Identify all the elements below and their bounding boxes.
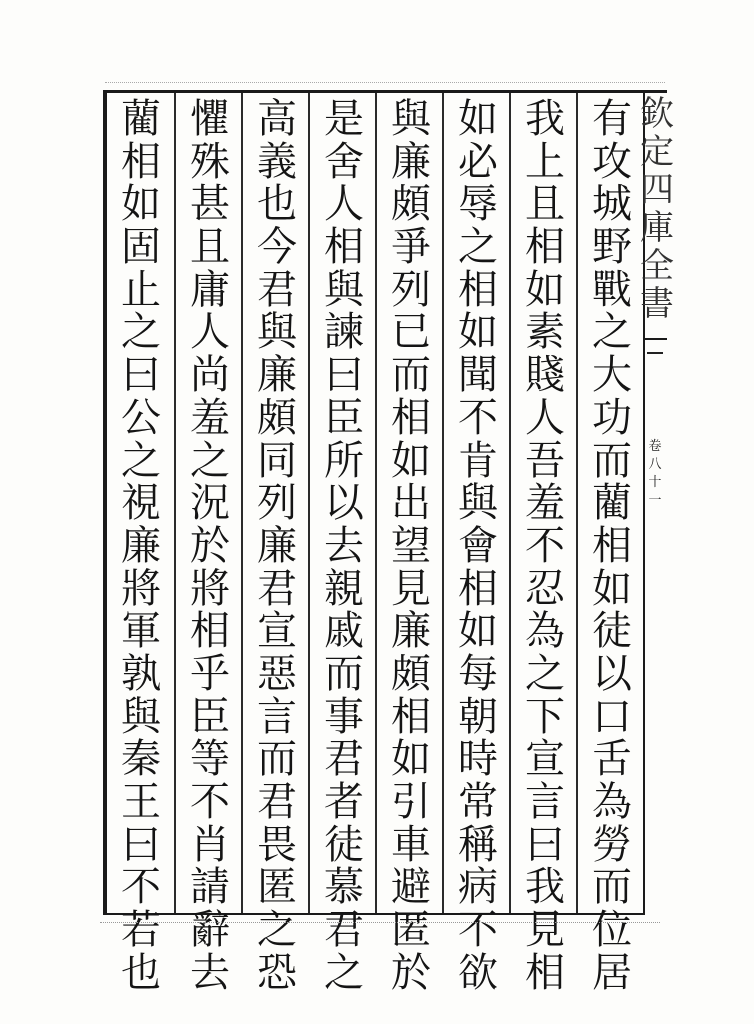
column-character: 舍 — [324, 138, 364, 185]
margin-title — [640, 94, 674, 325]
column-character: 言 — [257, 693, 297, 740]
column-character: 功 — [592, 394, 632, 441]
column-character: 下 — [525, 693, 565, 740]
column-character: 如 — [525, 266, 565, 313]
column-character: 相 — [525, 949, 565, 996]
column-character: 戚 — [324, 608, 364, 655]
column-character: 相 — [391, 693, 431, 740]
column-rule — [241, 93, 243, 913]
column-character: 曰 — [324, 352, 364, 399]
column-character: 之 — [121, 309, 161, 356]
column-character: 聞 — [458, 352, 498, 399]
column-character: 君 — [257, 565, 297, 612]
column-character: 頗 — [257, 394, 297, 441]
column-character: 公 — [121, 394, 161, 441]
juan-label-character: 卷 — [648, 439, 662, 454]
column-character: 將 — [121, 565, 161, 612]
column-character: 忍 — [525, 565, 565, 612]
column-character: 舌 — [592, 736, 632, 783]
text-column-6 — [246, 96, 308, 996]
column-character: 見 — [391, 565, 431, 612]
column-character: 避 — [391, 864, 431, 911]
column-character: 匿 — [391, 907, 431, 954]
column-character: 畏 — [257, 821, 297, 868]
column-character: 望 — [391, 522, 431, 569]
column-character: 以 — [592, 650, 632, 697]
column-character: 所 — [324, 437, 364, 484]
column-character: 之 — [525, 650, 565, 697]
column-character: 每 — [458, 650, 498, 697]
column-character: 時 — [458, 736, 498, 783]
column-character: 不 — [190, 779, 230, 825]
column-rule — [442, 93, 444, 913]
column-character: 如 — [121, 181, 161, 228]
margin-title-character: 全 — [640, 246, 674, 286]
column-character: 於 — [391, 949, 431, 996]
column-character: 而 — [592, 864, 632, 911]
column-character: 曰 — [121, 821, 161, 868]
scan-edge-bottom — [100, 922, 660, 923]
column-character: 高 — [257, 96, 297, 142]
margin-title-character: 書 — [640, 284, 674, 324]
column-character: 也 — [121, 949, 161, 996]
column-character: 之 — [190, 437, 230, 484]
column-character: 口 — [592, 693, 632, 740]
column-character: 而 — [391, 352, 431, 399]
column-character: 如 — [458, 608, 498, 655]
column-character: 居 — [592, 949, 632, 996]
column-rule — [375, 93, 377, 913]
text-column-2 — [514, 96, 576, 996]
column-character: 慕 — [324, 864, 364, 911]
column-character: 相 — [121, 138, 161, 185]
column-character: 病 — [458, 864, 498, 911]
column-character: 言 — [525, 779, 565, 825]
column-character: 辱 — [458, 181, 498, 228]
column-character: 惡 — [257, 650, 297, 697]
column-character: 列 — [257, 480, 297, 527]
column-character: 況 — [190, 480, 230, 527]
column-character: 之 — [257, 907, 297, 954]
column-character: 王 — [121, 779, 161, 825]
margin-title-box — [640, 90, 674, 340]
column-character: 為 — [525, 608, 565, 655]
column-character: 我 — [525, 864, 565, 911]
column-character: 甚 — [190, 181, 230, 228]
column-character: 也 — [257, 181, 297, 228]
column-character: 常 — [458, 779, 498, 825]
column-character: 徒 — [592, 608, 632, 655]
column-character: 藺 — [592, 480, 632, 527]
column-character: 如 — [391, 437, 431, 484]
column-character: 是 — [324, 96, 364, 142]
column-character: 已 — [391, 309, 431, 356]
column-character: 羞 — [525, 480, 565, 527]
column-character: 之 — [121, 437, 161, 484]
column-character: 之 — [458, 224, 498, 271]
column-character: 如 — [592, 565, 632, 612]
column-character: 引 — [391, 779, 431, 825]
column-character: 稱 — [458, 821, 498, 868]
text-column-1 — [581, 96, 643, 996]
juan-label-character: 一 — [648, 493, 662, 508]
column-character: 列 — [391, 266, 431, 313]
column-character: 止 — [121, 266, 161, 313]
column-character: 者 — [324, 779, 364, 825]
column-character: 臣 — [324, 394, 364, 441]
column-character: 之 — [324, 949, 364, 996]
column-character: 如 — [391, 736, 431, 783]
column-character: 吾 — [525, 437, 565, 484]
column-character: 爭 — [391, 224, 431, 271]
margin-title-character: 欽 — [640, 94, 674, 134]
text-column-3 — [447, 96, 509, 996]
column-character: 尚 — [190, 352, 230, 399]
column-character: 頗 — [391, 650, 431, 697]
column-character: 廉 — [391, 608, 431, 655]
column-character: 不 — [458, 394, 498, 441]
column-character: 辭 — [190, 907, 230, 954]
column-character: 相 — [525, 224, 565, 271]
column-character: 君 — [324, 736, 364, 783]
column-character: 今 — [257, 224, 297, 271]
juan-label-character: 八 — [648, 457, 662, 472]
scan-edge-top — [105, 82, 665, 83]
column-character: 相 — [324, 224, 364, 271]
column-character: 廉 — [391, 138, 431, 185]
column-character: 出 — [391, 480, 431, 527]
column-character: 相 — [458, 266, 498, 313]
text-column-7 — [179, 96, 241, 996]
column-character: 宣 — [257, 608, 297, 655]
column-character: 庸 — [190, 266, 230, 313]
column-character: 以 — [324, 480, 364, 527]
column-character: 匿 — [257, 864, 297, 911]
column-character: 與 — [458, 480, 498, 527]
juan-label-character: 十 — [648, 475, 662, 490]
column-character: 不 — [525, 522, 565, 569]
fish-tail-mark — [647, 352, 663, 368]
column-character: 諫 — [324, 309, 364, 356]
column-character: 秦 — [121, 736, 161, 783]
column-character: 臣 — [190, 693, 230, 740]
column-character: 不 — [121, 864, 161, 911]
column-character: 而 — [592, 437, 632, 484]
column-character: 戰 — [592, 266, 632, 313]
column-character: 必 — [458, 138, 498, 185]
column-character: 與 — [121, 693, 161, 740]
column-character: 曰 — [525, 821, 565, 868]
column-character: 請 — [190, 864, 230, 911]
column-character: 且 — [525, 181, 565, 228]
column-character: 廉 — [257, 352, 297, 399]
column-character: 藺 — [121, 96, 161, 142]
column-character: 攻 — [592, 138, 632, 185]
column-character: 恐 — [257, 949, 297, 996]
text-column-5 — [313, 96, 375, 996]
column-character: 廉 — [257, 522, 297, 569]
column-character: 勞 — [592, 821, 632, 868]
column-character: 君 — [324, 907, 364, 954]
text-column-4 — [380, 96, 442, 996]
column-character: 賤 — [525, 352, 565, 399]
column-character: 如 — [458, 96, 498, 142]
column-character: 相 — [592, 522, 632, 569]
column-character: 人 — [324, 181, 364, 228]
column-character: 將 — [190, 565, 230, 612]
column-character: 頗 — [391, 181, 431, 228]
column-character: 等 — [190, 736, 230, 783]
column-character: 於 — [190, 522, 230, 569]
column-character: 素 — [525, 309, 565, 356]
column-character: 肯 — [458, 437, 498, 484]
column-character: 羞 — [190, 394, 230, 441]
juan-label — [648, 440, 662, 512]
column-character: 親 — [324, 565, 364, 612]
column-character: 殊 — [190, 138, 230, 185]
column-character: 廉 — [121, 522, 161, 569]
column-character: 如 — [458, 309, 498, 356]
column-character: 不 — [458, 907, 498, 954]
column-character: 上 — [525, 138, 565, 185]
column-character: 相 — [458, 565, 498, 612]
column-character: 與 — [257, 309, 297, 356]
column-character: 人 — [190, 309, 230, 356]
text-column-8 — [110, 96, 172, 996]
column-character: 城 — [592, 181, 632, 228]
column-character: 朝 — [458, 693, 498, 740]
column-character: 同 — [257, 437, 297, 484]
column-character: 與 — [391, 96, 431, 142]
column-character: 之 — [592, 309, 632, 356]
column-character: 去 — [324, 522, 364, 569]
column-character: 曰 — [121, 352, 161, 399]
column-character: 去 — [190, 949, 230, 996]
column-character: 君 — [257, 779, 297, 825]
column-character: 位 — [592, 907, 632, 954]
column-character: 懼 — [190, 96, 230, 142]
column-character: 乎 — [190, 650, 230, 697]
column-character: 若 — [121, 907, 161, 954]
column-character: 相 — [190, 608, 230, 655]
column-character: 有 — [592, 96, 632, 142]
column-character: 君 — [257, 266, 297, 313]
column-character: 宣 — [525, 736, 565, 783]
column-character: 而 — [324, 650, 364, 697]
margin-title-character: 四 — [640, 170, 674, 210]
column-rule — [174, 93, 176, 913]
column-character: 徒 — [324, 821, 364, 868]
column-character: 固 — [121, 224, 161, 271]
column-character: 野 — [592, 224, 632, 271]
column-character: 事 — [324, 693, 364, 740]
column-character: 孰 — [121, 650, 161, 697]
column-character: 且 — [190, 224, 230, 271]
column-rule — [576, 93, 578, 913]
column-character: 相 — [391, 394, 431, 441]
column-character: 視 — [121, 480, 161, 527]
column-character: 見 — [525, 907, 565, 954]
margin-title-character: 庫 — [640, 208, 674, 248]
column-character: 義 — [257, 138, 297, 185]
column-character: 大 — [592, 352, 632, 399]
column-character: 肖 — [190, 821, 230, 868]
margin-title-character: 定 — [640, 132, 674, 172]
column-character: 欲 — [458, 949, 498, 996]
column-character: 與 — [324, 266, 364, 313]
column-character: 會 — [458, 522, 498, 569]
column-character: 人 — [525, 394, 565, 441]
text-frame — [103, 90, 645, 996]
column-character: 軍 — [121, 608, 161, 655]
column-character: 車 — [391, 821, 431, 868]
column-rule — [509, 93, 511, 913]
column-rule — [308, 93, 310, 913]
column-character: 而 — [257, 736, 297, 783]
column-character: 我 — [525, 96, 565, 142]
column-character: 為 — [592, 779, 632, 825]
